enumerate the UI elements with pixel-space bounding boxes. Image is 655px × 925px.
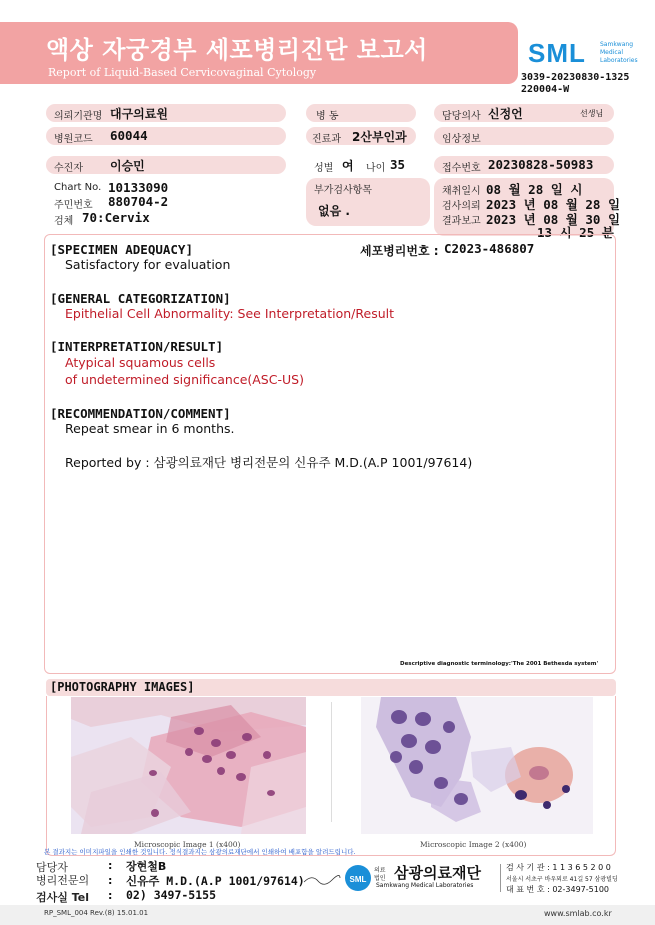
staff-colon: : [108,859,113,872]
org-name: 삼광의료재단 [394,864,481,882]
result-value: 2023 년 08 월 30 일 [486,212,621,227]
hospital-code-label: 병원코드 [54,134,93,145]
result-time: 13 시 25 분 [537,225,614,240]
request-value: 2023 년 08 월 28 일 [486,197,621,212]
cyto-number-label: 세포병리번호 : [360,244,439,258]
collect-label: 채취일시 [442,186,481,197]
recommendation-text: Repeat smear in 6 months. [65,421,235,436]
age-value: 35 [390,157,406,172]
org-small-1: 의료 [374,867,386,874]
pathologist-colon: : [108,874,113,887]
microscopic-image-2-caption: Microscopic Image 2 (x400) [420,840,527,849]
receipt-value: 20230828-50983 [488,157,594,172]
general-text: Epithelial Cell Abnormality: See Interpretation/Result [65,306,394,321]
form-code: RP_SML_004 Rev.(8) 15.01.01 [44,909,149,917]
print-notice: 본 결과지는 이미지파일을 인쇄한 것입니다. 정식결과지는 삼광의료재단에서 인쇄하여 배포함을 알려드립니다. [44,848,356,856]
signature-mark [302,872,342,888]
interpretation-heading: [INTERPRETATION/RESULT] [50,339,224,354]
microscopic-image-2-art [361,697,593,834]
pathologist-value: 신유주 M.D.(A.P 1001/97614) [126,874,305,888]
adequacy-text: Satisfactory for evaluation [65,257,231,272]
sml-logo-sub1: Samkwang [600,41,633,48]
org-english: Samkwang Medical Laboratories [376,882,474,889]
patient-label: 수진자 [54,163,83,174]
age-label: 나이 [366,163,386,174]
recommendation-heading: [RECOMMENDATION/COMMENT] [50,406,231,421]
resident-label: 주민번호 [54,200,93,211]
org-small-2: 법인 [374,875,386,882]
photo-divider [331,702,332,822]
microscopic-image-2 [361,697,593,834]
resident-value: 880704-2 [108,194,169,209]
report-title: 액상 자궁경부 세포병리진단 보고서 [46,36,428,64]
ward-label: 병 동 [316,111,339,122]
doctor-value: 신정언 [488,107,523,121]
sml-logo-sub3: Laboratories [600,57,638,64]
sml-logo [528,38,648,72]
doctor-label: 담당의사 [442,111,481,122]
specimen-label: 검체 [54,216,74,227]
rep-tel-line: 대 표 번 호 : 02-3497-5100 [506,885,609,894]
lab-tel-label: 검사실 Tel [36,891,89,904]
doctor-suffix: 선생님 [580,109,604,118]
interpretation-line-2: of undetermined significance(ASC-US) [65,372,304,387]
doc-code-2: 220004-W [521,84,570,95]
institution-label: 의뢰기관명 [54,111,103,122]
org-divider [500,864,501,892]
website-link[interactable]: www.smlab.co.kr [544,909,612,918]
adequacy-heading: [SPECIMEN ADEQUACY] [50,242,193,257]
microscopic-image-1 [71,697,306,834]
hospital-code-value: 60044 [110,128,148,143]
result-label: 결과보고 [442,216,481,227]
interpretation-line-1: Atypical squamous cells [65,355,216,370]
address-line: 서울시 서초구 바우뫼로 41길 57 삼광빌딩 [506,876,618,883]
receipt-label: 접수번호 [442,163,481,174]
terminology-note: Descriptive diagnostic terminology:'The 2001 Bethesda system' [400,661,599,667]
sml-logo-sub2: Medical [600,49,623,56]
patient-value: 이승민 [110,159,145,173]
sml-logo-text: SML [528,38,586,68]
collect-value: 08 월 28 일 시 [486,182,583,197]
reported-by: Reported by : 삼광의료재단 병리전문의 신유주 M.D.(A.P 1001/97614) [65,455,473,470]
extra-test-value: 없음 . [318,204,350,218]
org-logo [344,862,494,894]
microscopic-image-1-art [71,697,306,834]
sex-value: 여 [342,159,354,173]
dept-value: 2산부인과 [352,130,407,144]
lab-tel-value: 02) 3497-5155 [126,888,217,902]
lab-org-line: 검 사 기 관 : 1 1 3 6 5 2 0 0 [506,863,611,872]
extra-test-label: 부가검사항목 [314,185,372,196]
request-label: 검사의뢰 [442,201,481,212]
microscopic-image-1-caption: Microscopic Image 1 (x400) [134,840,241,849]
institution-value: 대구의료원 [110,107,168,121]
lab-tel-colon: : [108,889,113,902]
sex-label: 성별 [314,163,334,174]
org-logo-icon [344,864,372,892]
chart-label: Chart No. [54,182,102,193]
staff-value: 장현철B [126,860,167,873]
chart-value: 10133090 [108,180,169,195]
pathologist-label: 병리전문의 [36,874,90,887]
doc-code-1: 3039-20230830-1325 [521,72,630,83]
specimen-value: 70:Cervix [82,210,150,225]
dept-label: 진료과 [312,134,341,145]
staff-label: 담당자 [36,861,68,874]
general-heading: [GENERAL CATEGORIZATION] [50,291,231,306]
cyto-number-value: C2023-486807 [444,241,535,256]
clinical-label: 임상정보 [442,134,481,145]
report-subtitle: Report of Liquid-Based Cervicovaginal Cytology [48,66,317,79]
photo-heading: [PHOTOGRAPHY IMAGES] [50,680,195,694]
svg-text:SML: SML [349,875,367,884]
